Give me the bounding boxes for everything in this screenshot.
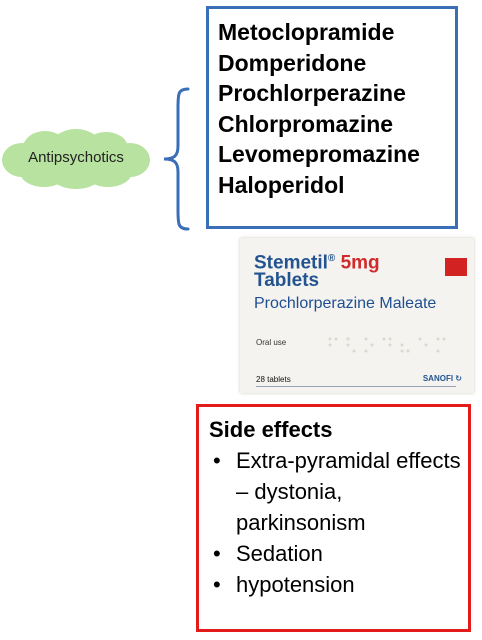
antipsychotics-label: Antipsychotics (28, 149, 124, 166)
bullet-icon: • (213, 572, 221, 597)
side-effect-item (209, 569, 462, 600)
pack-red-marker (445, 258, 467, 276)
side-effects-title: Side effects (209, 417, 333, 442)
pack-generic-name: Prochlorperazine Maleate (254, 295, 437, 312)
pack-manufacturer (423, 374, 462, 383)
drug-item: Chlorpromazine (218, 110, 394, 137)
bullet-icon: • (213, 541, 221, 566)
pack-maker-text: SANOFI (422, 374, 454, 383)
pack-route: Oral use (256, 338, 287, 347)
drug-item: Levomepromazine (218, 141, 420, 167)
side-effect-item (209, 538, 462, 569)
pack-strength: 5mg (340, 252, 380, 274)
side-effect-text: Extra-pyramidal effects – dystonia, parkinsonism (236, 448, 461, 535)
curly-brace (158, 86, 192, 232)
drug-item: Domperidone (218, 49, 367, 76)
pack-brand-text: Stemetil (254, 252, 328, 274)
drug-list-box (206, 6, 458, 229)
side-effects-box (196, 404, 471, 632)
drug-item: Haloperidol (218, 171, 345, 198)
medication-pack-photo (240, 238, 474, 393)
side-effect-text: Sedation (236, 541, 323, 566)
pack-form: Tablets (254, 270, 320, 291)
pack-edge-line (256, 386, 456, 387)
braille-dots (326, 333, 456, 357)
pack-count: 28 tablets (256, 375, 291, 384)
sanofi-logo-icon: ↻ (455, 374, 462, 383)
side-effect-text: hypotension (236, 572, 355, 597)
drug-item: Prochlorperazine (218, 80, 406, 106)
bullet-icon: • (213, 448, 221, 473)
side-effect-item (209, 445, 462, 538)
registered-mark: ® (327, 253, 336, 264)
drug-item: Metoclopramide (218, 19, 395, 45)
side-effects-list (209, 445, 462, 600)
